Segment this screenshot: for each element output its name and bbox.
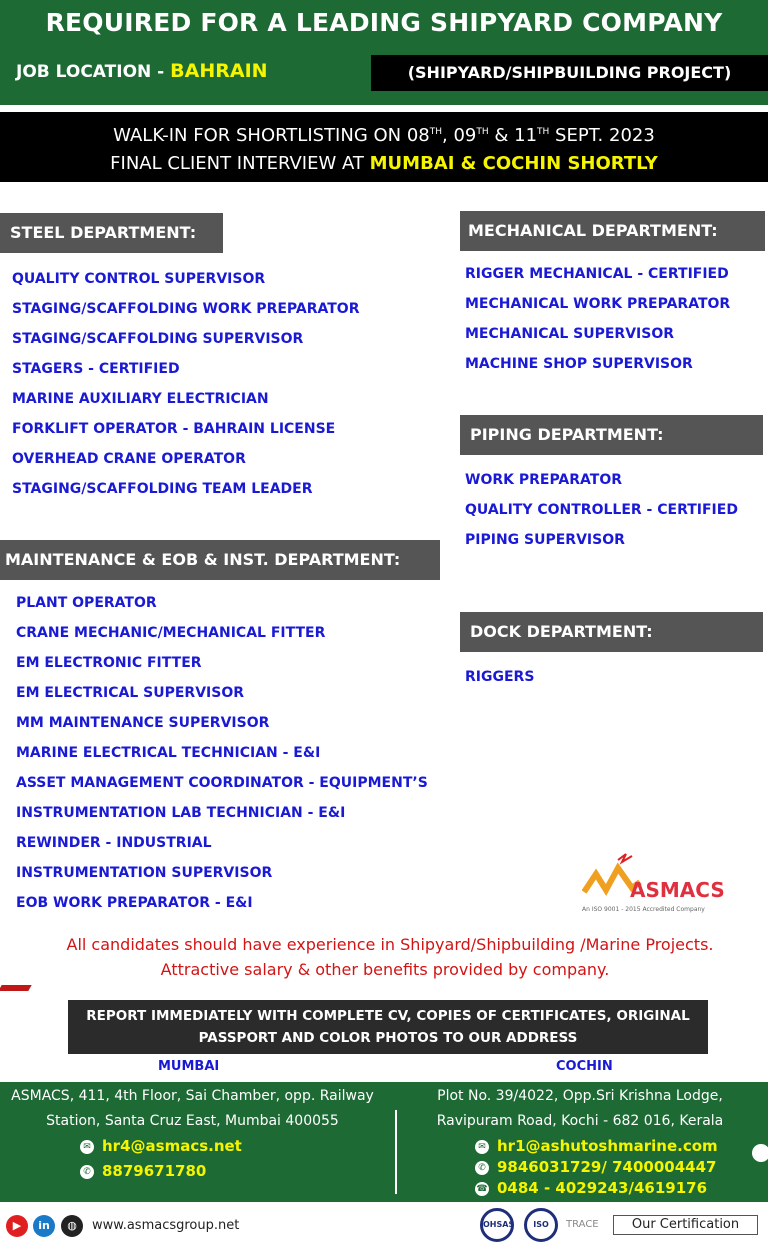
job-item: RIGGERS xyxy=(465,669,535,685)
experience-note: All candidates should have experience in Shipyard/Shipbuilding /Marine Projects. xyxy=(66,935,714,954)
benefits-note: Attractive salary & other benefits provided by company. xyxy=(160,960,610,979)
job-item: EOB WORK PREPARATOR - E&I xyxy=(16,895,253,911)
page-title: REQUIRED FOR A LEADING SHIPYARD COMPANY xyxy=(45,8,723,37)
job-item: EM ELECTRICAL SUPERVISOR xyxy=(16,685,244,701)
job-item: MECHANICAL SUPERVISOR xyxy=(465,326,675,342)
job-item: STAGING/SCAFFOLDING WORK PREPARATOR xyxy=(12,301,360,317)
job-item: CRANE MECHANIC/MECHANICAL FITTER xyxy=(16,625,326,641)
whatsapp-icon: ✆ xyxy=(475,1161,489,1175)
dock-dept-header: DOCK DEPARTMENT: xyxy=(460,612,763,652)
cochin-phone[interactable]: ☎ 0484 - 4029243/4619176 xyxy=(476,1179,708,1197)
dock-jobs-list xyxy=(465,667,534,697)
walkin-band xyxy=(0,112,768,182)
website-link[interactable]: www.asmacsgroup.net xyxy=(92,1218,240,1233)
mechanical-dept-header: MECHANICAL DEPARTMENT: xyxy=(460,211,765,251)
cochin-address: Plot No. 39/4022, Opp.Sri Krishna Lodge, Ravipuram Road, Kochi - 682 016, Kerala xyxy=(436,1088,724,1129)
job-item: STAGERS - CERTIFIED xyxy=(12,361,180,377)
phone-icon: ☎ xyxy=(476,1183,488,1194)
job-item: QUALITY CONTROLLER - CERTIFIED xyxy=(465,502,738,518)
maintenance-dept-header: MAINTENANCE & EOB & INST. DEPARTMENT: xyxy=(0,540,440,580)
mechanical-jobs-list xyxy=(465,264,730,384)
job-item: OVERHEAD CRANE OPERATOR xyxy=(12,451,246,467)
job-location xyxy=(16,60,268,82)
job-item: MECHANICAL WORK PREPARATOR xyxy=(465,296,731,312)
cochin-email[interactable]: ✉ hr1@ashutoshmarine.com xyxy=(475,1136,718,1157)
interview-info: FINAL CLIENT INTERVIEW AT MUMBAI & COCHIN SHORTLY xyxy=(110,153,658,174)
piping-jobs-list xyxy=(465,470,738,560)
trace-cert-icon: TRACE xyxy=(566,1219,599,1230)
iso-cert-icon: ISO xyxy=(524,1208,558,1242)
walkin-dates: WALK-IN FOR SHORTLISTING ON 08TH, 09TH & 11TH SEPT. 2023 xyxy=(113,125,655,146)
piping-dept-header: PIPING DEPARTMENT: xyxy=(460,415,763,455)
job-item: ASSET MANAGEMENT COORDINATOR - EQUIPMENT’S xyxy=(16,775,428,791)
mumbai-email[interactable]: ✉ hr4@asmacs.net xyxy=(80,1136,242,1157)
steel-jobs-list xyxy=(12,269,359,509)
job-item: INSTRUMENTATION SUPERVISOR xyxy=(16,865,273,881)
mumbai-address: ASMACS, 411, 4th Floor, Sai Chamber, opp. Railway Station, Santa Cruz East, Mumbai 400055 xyxy=(11,1088,374,1129)
maintenance-jobs-list xyxy=(16,593,428,923)
whatsapp-icon: ✆ xyxy=(80,1165,94,1179)
email-icon: ✉ xyxy=(80,1140,94,1154)
our-certification-button[interactable]: Our Certification xyxy=(613,1215,758,1235)
ohsas-cert-icon: OHSAS xyxy=(480,1208,514,1242)
job-item: WORK PREPARATOR xyxy=(465,472,623,488)
job-item: REWINDER - INDUSTRIAL xyxy=(16,835,212,851)
job-item: STAGING/SCAFFOLDING TEAM LEADER xyxy=(12,481,313,497)
job-item: INSTRUMENTATION LAB TECHNICIAN - E&I xyxy=(16,805,346,821)
decorative-circle xyxy=(752,1144,768,1162)
job-item: MACHINE SHOP SUPERVISOR xyxy=(465,356,693,372)
job-item: RIGGER MECHANICAL - CERTIFIED xyxy=(465,266,729,282)
job-item: EM ELECTRONIC FITTER xyxy=(16,655,202,671)
mumbai-label: MUMBAI xyxy=(158,1059,220,1074)
cochin-label: COCHIN xyxy=(556,1059,613,1074)
location-value: BAHRAIN xyxy=(170,60,268,82)
project-badge: (SHIPYARD/SHIPBUILDING PROJECT) xyxy=(371,55,768,91)
location-label: JOB LOCATION - xyxy=(16,62,171,82)
email-icon: ✉ xyxy=(475,1140,489,1154)
job-item: PIPING SUPERVISOR xyxy=(465,532,625,548)
steel-dept-header: STEEL DEPARTMENT: xyxy=(0,213,223,253)
job-item: FORKLIFT OPERATOR - BAHRAIN LICENSE xyxy=(12,421,336,437)
linkedin-icon[interactable]: in xyxy=(33,1215,55,1237)
job-item: QUALITY CONTROL SUPERVISOR xyxy=(12,271,266,287)
globe-icon[interactable]: ◍ xyxy=(61,1215,83,1237)
job-item: PLANT OPERATOR xyxy=(16,595,157,611)
divider xyxy=(395,1110,397,1194)
mumbai-whatsapp[interactable]: ✆ 8879671780 xyxy=(80,1161,242,1182)
youtube-icon[interactable]: ▶ xyxy=(6,1215,28,1237)
job-item: STAGING/SCAFFOLDING SUPERVISOR xyxy=(12,331,304,347)
report-box: REPORT IMMEDIATELY WITH COMPLETE CV, COPIES OF CERTIFICATES, ORIGINAL PASSPORT AND COLOR PHOTOS TO OUR ADDRESS xyxy=(68,1000,708,1054)
red-accent xyxy=(0,985,32,991)
address-footer xyxy=(0,1082,768,1202)
asmacs-logo: ASMACS An ISO 9001 - 2015 Accredited Company xyxy=(582,850,722,920)
job-item: MARINE ELECTRICAL TECHNICIAN - E&I xyxy=(16,745,321,761)
job-item: MARINE AUXILIARY ELECTRICIAN xyxy=(12,391,269,407)
job-item: MM MAINTENANCE SUPERVISOR xyxy=(16,715,270,731)
cochin-whatsapp[interactable]: ✆ 9846031729/ 7400004447 xyxy=(475,1157,718,1178)
